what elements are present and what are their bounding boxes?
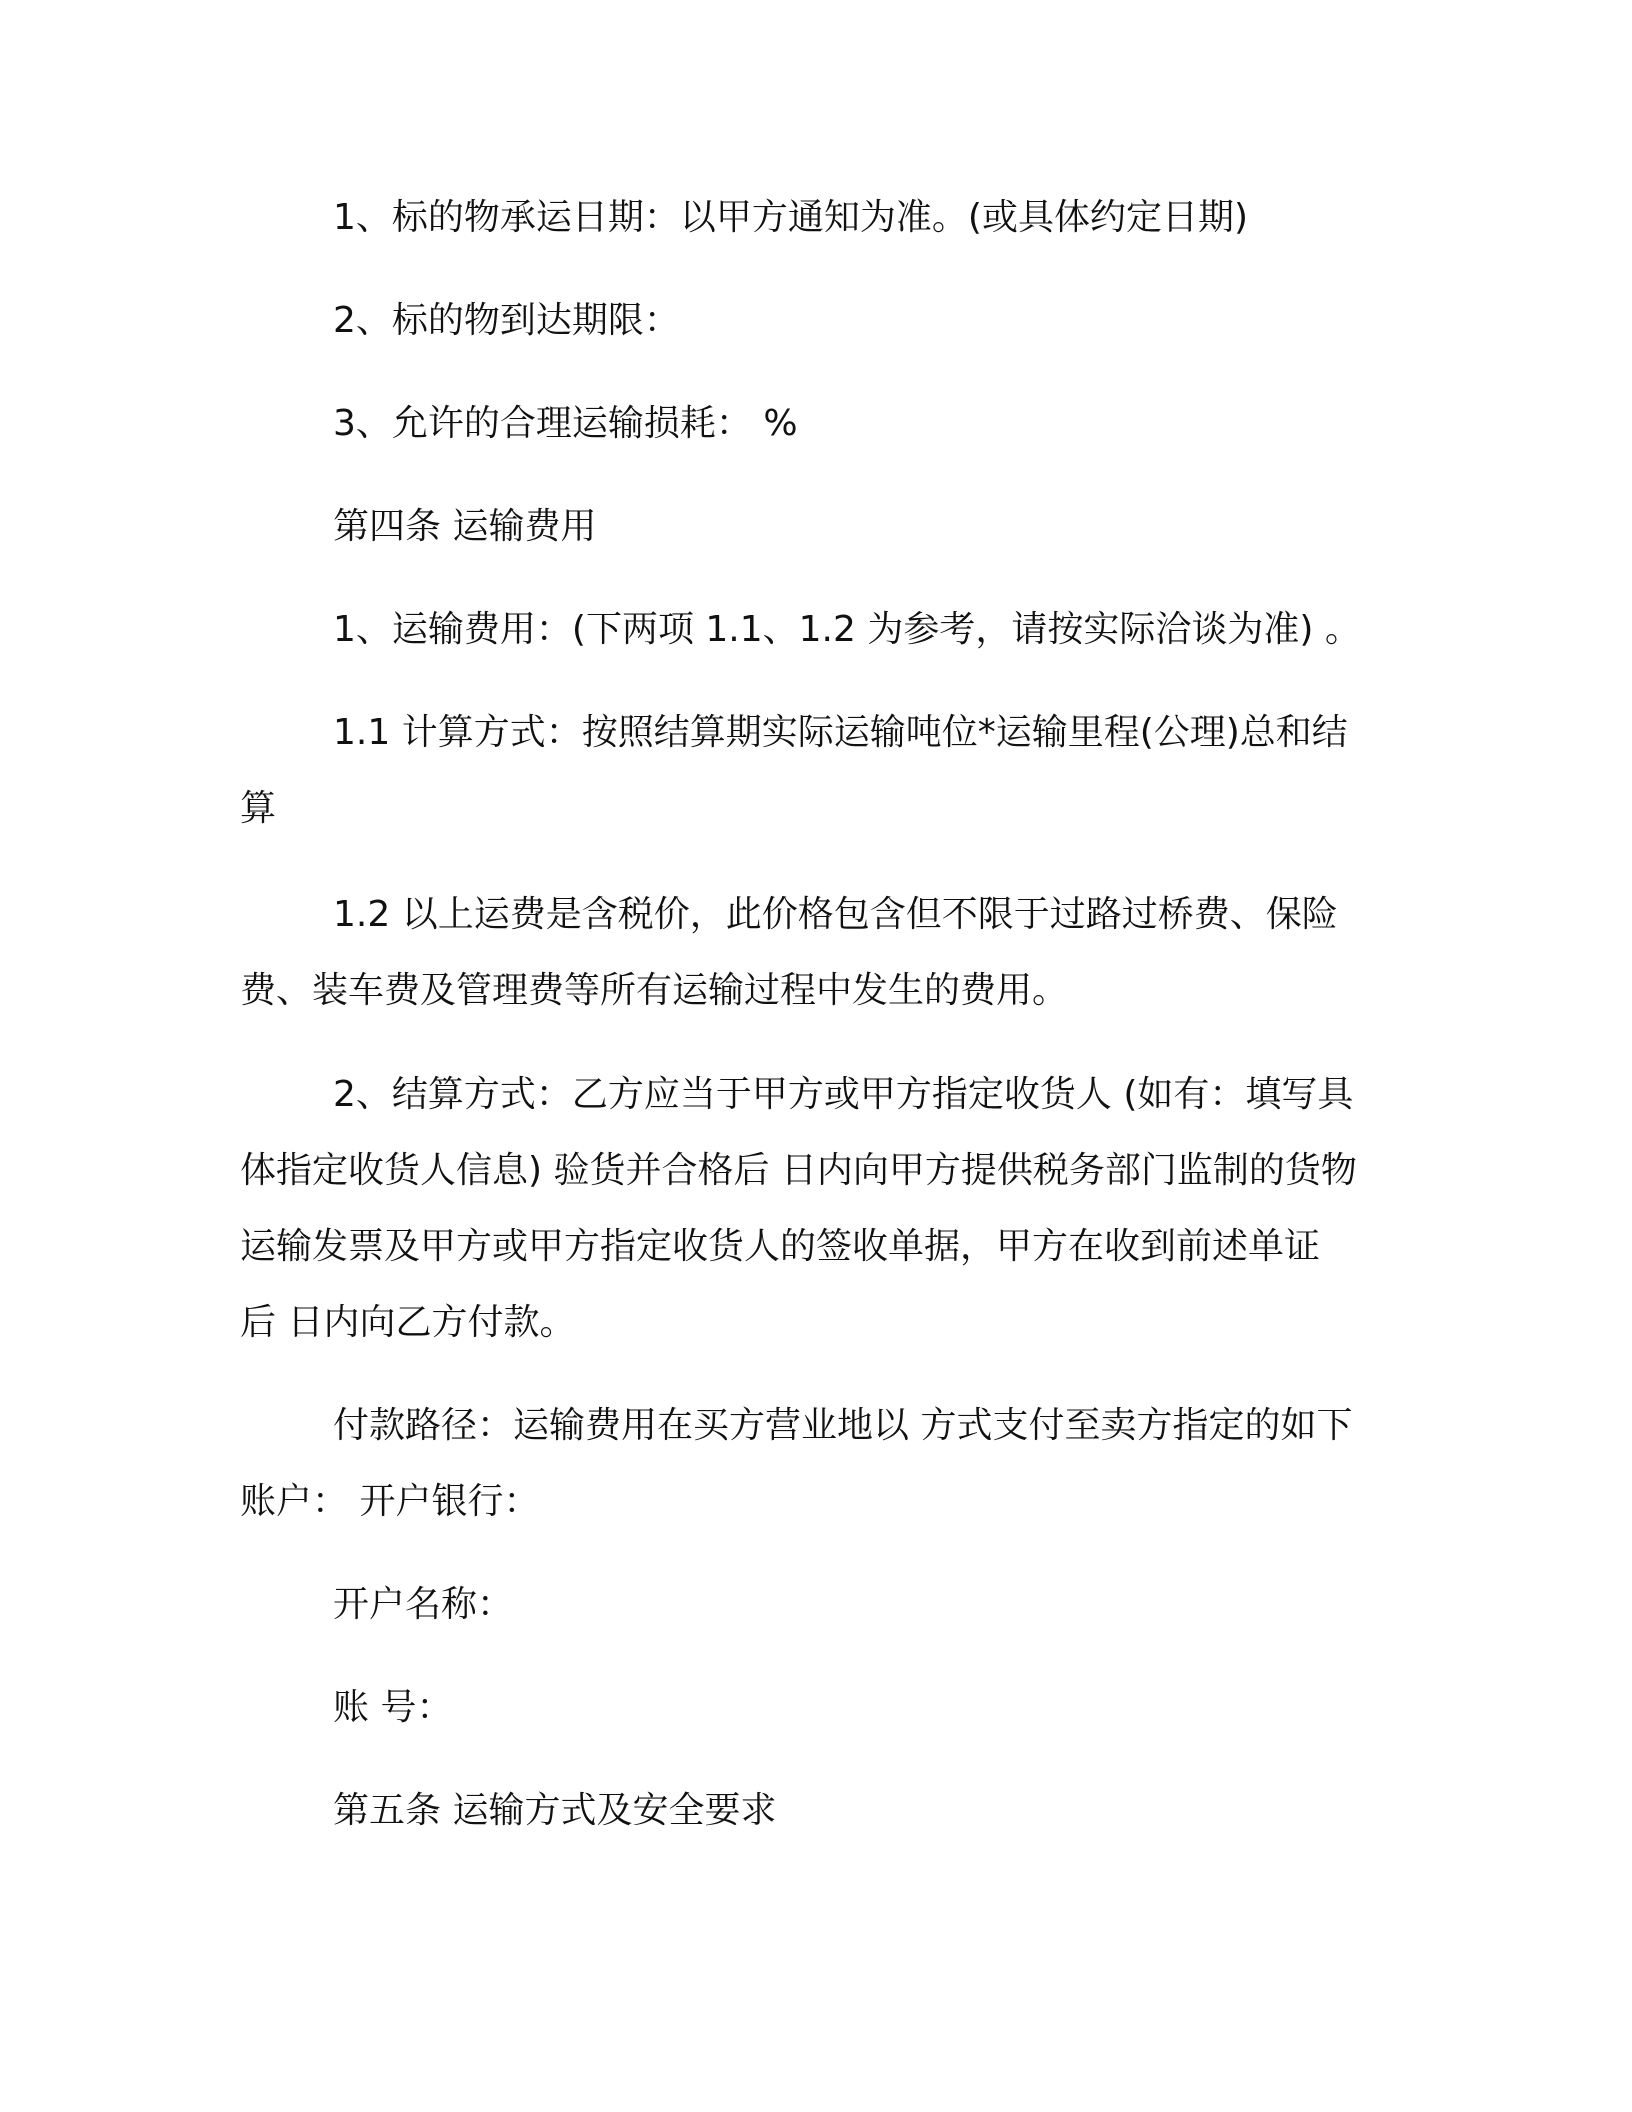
- clause-3-item-2: 2、标的物到达期限：: [333, 300, 680, 341]
- payment-route-line-2: 账户： 开户银行：: [240, 1481, 540, 1522]
- clause-4-item-1-2-line-1: 1.2 以上运费是含税价，此价格包含但不限于过路过桥费、保险: [333, 894, 1338, 935]
- article-5-heading: 第五条 运输方式及安全要求: [333, 1790, 777, 1831]
- payment-route-line-1: 付款路径：运输费用在买方营业地以 方式支付至卖方指定的如下: [333, 1405, 1353, 1446]
- clause-4-item-1-2-line-2: 费、装车费及管理费等所有运输过程中发生的费用。: [240, 970, 1069, 1011]
- clause-4-item-2-line-1: 2、结算方式：乙方应当于甲方或甲方指定收货人 (如有：填写具: [333, 1074, 1354, 1115]
- account-name-field: 开户名称：: [333, 1584, 514, 1625]
- account-number-field: 账 号：: [333, 1687, 453, 1728]
- clause-4-item-1: 1、运输费用：(下两项 1.1、1.2 为参考，请按实际洽谈为准) 。: [333, 609, 1361, 650]
- clause-4-item-1-1-line-2: 算: [240, 788, 277, 829]
- clause-3-item-1: 1、标的物承运日期：以甲方通知为准。(或具体约定日期): [333, 197, 1248, 238]
- clause-4-item-2-line-2: 体指定收货人信息) 验货并合格后 日内向甲方提供税务部门监制的货物: [240, 1150, 1357, 1191]
- clause-4-item-1-1-line-1: 1.1 计算方式：按照结算期实际运输吨位*运输里程(公理)总和结: [333, 712, 1348, 753]
- clause-4-item-2-line-3: 运输发票及甲方或甲方指定收货人的签收单据，甲方在收到前述单证: [240, 1226, 1321, 1267]
- article-4-heading: 第四条 运输费用: [333, 506, 597, 547]
- clause-4-item-2-line-4: 后 日内向乙方付款。: [240, 1302, 576, 1343]
- clause-3-item-3: 3、允许的合理运输损耗： %: [333, 403, 798, 444]
